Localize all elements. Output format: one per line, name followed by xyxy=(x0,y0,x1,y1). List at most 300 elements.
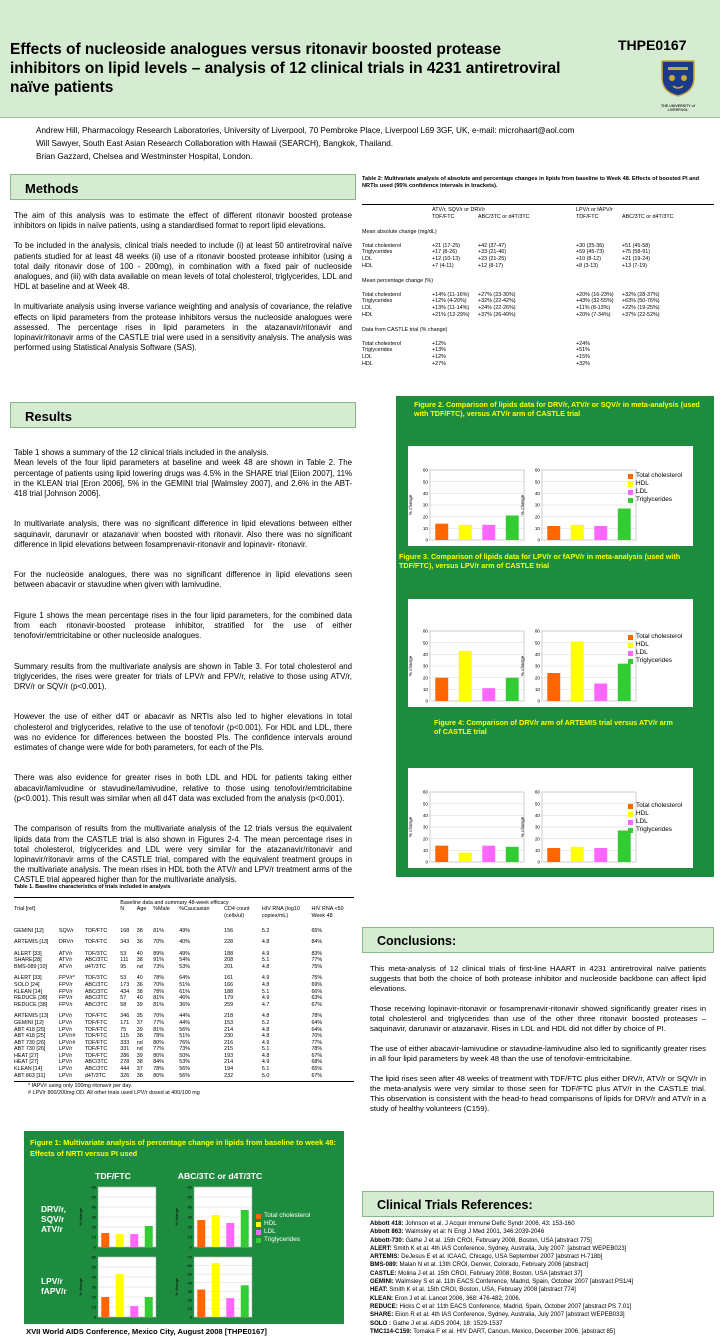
table1-cell: 201 xyxy=(224,963,234,970)
methods-text xyxy=(14,211,352,363)
y-axis-label: % change xyxy=(520,655,525,677)
table1-cell: REDUCE [38] xyxy=(14,1001,48,1008)
tick-label: 40 xyxy=(422,651,428,657)
reference-text: Gathe J et al. 15th CROI, February 2008, Boston, USA [abstract 775] xyxy=(405,1236,592,1244)
table2-cell: +12 (8-17) xyxy=(478,262,504,269)
table1-cell: 54% xyxy=(179,957,191,964)
table1-cell: 35 xyxy=(136,1013,143,1020)
methods-paragraph: To be included in the analysis, clinical trials needed to include (i) at least 50 antiretroviral naïve patients studied for at least 48 weeks (ii) use of a ritonavir boosted protease inhibitor (using a total daily ritonavir dose of 100 - 200mg), in combination with a fixed pair of nucleoside analogues, and (iii) with data available on mean levels of total cholesterol, triglycerides, LDL and HDL at baseline and at Week 48. xyxy=(14,241,352,292)
tick-label: 50 xyxy=(91,1264,96,1270)
table2-col-sub: ABC/3TC or d4T/3TC xyxy=(478,213,530,220)
table1-cell: 75% xyxy=(311,963,323,970)
figure4-legend xyxy=(628,802,682,834)
table2-cell: LDL xyxy=(362,255,372,262)
legend-item xyxy=(628,496,682,504)
table2-cell: +37% (22-52%) xyxy=(622,311,660,318)
table1-cell: 50% xyxy=(179,1052,191,1059)
table1-cell: REDUCE [38] xyxy=(14,995,48,1002)
table1-cell: TDF/3TC xyxy=(84,975,107,982)
crest-icon xyxy=(658,58,698,98)
reference-key: KLEAN: xyxy=(370,1294,394,1302)
table1-cell: 95 xyxy=(120,963,127,970)
reference-key: ALERT: xyxy=(370,1244,392,1252)
bar xyxy=(435,678,448,701)
table1-cell: 81% xyxy=(153,928,165,935)
tick-label: 40 xyxy=(534,651,540,657)
table1-cell: 37 xyxy=(136,1066,143,1073)
table1-row xyxy=(14,982,354,989)
bar xyxy=(459,525,472,540)
legend-item xyxy=(256,1212,310,1220)
table1-cell: TDF/FTC xyxy=(84,928,108,935)
author-line: Andrew Hill, Pharmacology Research Laboratories, University of Liverpool, 70 Pembroke Place, Liverpool L69 3GF, UK, e-mail: microhaart@aol.com xyxy=(36,126,575,135)
table1-row xyxy=(14,964,354,971)
tick-label: 30 xyxy=(422,824,428,830)
tick-label: 60 xyxy=(534,467,540,473)
table1-cell: 77% xyxy=(311,957,323,964)
legend-swatch xyxy=(628,659,633,664)
reference-text: Malan N et al. 13th CROI, Denver, Colorado, February 2006 [abstract] xyxy=(399,1261,589,1269)
table2-row xyxy=(362,361,714,368)
table1-header-cell: N xyxy=(120,906,125,913)
y-axis-label: % change xyxy=(78,1278,83,1296)
reference-key: REDUCE: xyxy=(370,1302,398,1310)
legend-swatch xyxy=(628,498,633,503)
tick-label: 40 xyxy=(534,490,540,496)
table1-cell: TDF/FTC xyxy=(84,1033,108,1040)
poster-footer: XVII World AIDS Conference, Mexico City, August 2008 [THPE0167] xyxy=(26,1327,267,1336)
table2-cell: +32% xyxy=(576,360,590,367)
table1-cell: 77% xyxy=(153,1019,165,1026)
tick-label: 50 xyxy=(187,1194,192,1200)
table2-row xyxy=(362,249,714,256)
reference-text: Walmsley S et al. 11th EACS Conference, Madrid, Spain, October 2007 [abstract PS1/4] xyxy=(395,1278,634,1286)
legend-swatch xyxy=(628,482,633,487)
table1-cell: 36 xyxy=(136,938,143,945)
figure1-title: Figure 1: Multivariate analysis of percentage change in lipids from baseline to week 48: Effects of NRTI versus PI used xyxy=(30,1138,336,1158)
tick-label: 20 xyxy=(422,514,428,520)
figure3-right-title: CASTLE : TDF/FTC with LPV/r only xyxy=(528,608,634,615)
table1-cell: SQV/r xyxy=(58,928,74,935)
table1-cell: 78% xyxy=(153,988,165,995)
reference-key: TMC114-C159: xyxy=(370,1327,412,1335)
table1-cell: 4.9 xyxy=(261,1039,270,1046)
tick-label: 30 xyxy=(534,663,540,669)
table1-cell: 36% xyxy=(179,1001,191,1008)
tick-label: 50 xyxy=(422,801,428,807)
reference-key: BMS-089: xyxy=(370,1261,398,1269)
table1-cell: ABC/3TC xyxy=(84,1066,108,1073)
tick-label: 0 xyxy=(93,1314,96,1320)
bar xyxy=(506,847,519,862)
table1-cell: TDF/FTC xyxy=(84,1013,108,1020)
table1-cell: 75% xyxy=(311,975,323,982)
conclusions-paragraph: The lipid rises seen after 48 weeks of treatment with TDF/FTC plus either DRV/r, ATV/r or SQV/r in the meta-analysis were very similar to those seen for TDF/FTC plus ATV/r in the CASTLE trial. This observation is consistent with the head-to head comparisons of lipids for DRV/r and ATV/r in a study of healthy volunteers (C159). xyxy=(370,1074,706,1113)
table1-cell: ATV/r xyxy=(58,950,73,957)
legend-label: LDL xyxy=(636,488,648,495)
references-list xyxy=(370,1220,710,1336)
tick-label: 0 xyxy=(425,859,428,865)
bar xyxy=(459,651,472,701)
legend-swatch xyxy=(256,1214,261,1219)
legend-swatch xyxy=(628,804,633,809)
table1-cell: 232 xyxy=(224,1072,234,1079)
tick-label: 30 xyxy=(187,1214,192,1220)
figure4-chart-left xyxy=(408,788,526,868)
author-line: Brian Gazzard, Chelsea and Westminster Hospital, London. xyxy=(36,152,253,161)
table1-header-cell: HIV RNA (log10 copies/mL) xyxy=(261,906,300,919)
bar xyxy=(506,678,519,701)
bar xyxy=(459,853,472,862)
table2-section-label: Data from CASTLE trial (% change) xyxy=(362,327,448,334)
table2-row xyxy=(362,305,714,312)
legend-label: Triglycerides xyxy=(264,1236,300,1243)
table1-cell: 286 xyxy=(120,1052,130,1059)
table2-cell: +13 (7-19) xyxy=(622,262,648,269)
bar xyxy=(506,516,519,541)
reference-key: SOLO : xyxy=(370,1319,391,1327)
table2-cell: +15% xyxy=(576,353,590,360)
tick-label: 30 xyxy=(534,824,540,830)
bar xyxy=(101,1297,109,1317)
table1-cell: 38 xyxy=(136,1059,143,1066)
table1-cell: 78% xyxy=(311,1046,323,1053)
reference-text: Johnson et al. J Acquir Immune Defic Syndr 2006, 43: 153-160 xyxy=(405,1220,575,1227)
table1-cell: 89% xyxy=(153,950,165,957)
legend-swatch xyxy=(628,820,633,825)
tick-label: 20 xyxy=(422,836,428,842)
table1-cell: 69% xyxy=(311,981,323,988)
reference-key: Abbott 863: xyxy=(370,1228,404,1236)
figure4-title: Figure 4: Comparison of DRV/r arm of ARTEMIS trial versus ATV/r arm of CASTLE trial xyxy=(434,718,673,736)
tick-label: 10 xyxy=(187,1234,192,1240)
table1-header-cell: CD4 count (cells/ul) xyxy=(224,906,250,919)
tick-label: 50 xyxy=(534,640,540,646)
tick-label: 10 xyxy=(91,1234,96,1240)
y-axis-label: % change xyxy=(174,1208,179,1226)
table2-title: Table 2: Multivariate analysis of absolute and percentage changes in lipids from baseline to Week 48. Effects of boosted PI and NRTIs used (95% confidence intervals in brackets). xyxy=(362,176,700,189)
table1-cell: LPV/r xyxy=(58,1059,73,1066)
bar xyxy=(197,1220,205,1247)
legend-swatch xyxy=(628,643,633,648)
table2-cell: +10 (8-12) xyxy=(576,255,602,262)
reference-text: Molina J et al. 15th CROI, February 2008, Boston, USA [abstract 37] xyxy=(398,1269,583,1277)
table1-cell: 78% xyxy=(153,1066,165,1073)
author-list xyxy=(36,124,574,163)
table1-cell: 230 xyxy=(224,1033,234,1040)
table1-cell: FPV/r* xyxy=(58,975,75,982)
poster-code: THPE0167 xyxy=(618,37,687,53)
table2-cell: Triglycerides xyxy=(362,298,393,305)
table1-cell: KLEAN [14] xyxy=(14,1066,43,1073)
table1-cell: 53 xyxy=(120,950,127,957)
bar xyxy=(130,1234,138,1247)
table2-section-label: Mean percentage change (%) xyxy=(362,278,434,285)
table1-cell: HEAT [27] xyxy=(14,1052,39,1059)
legend-item xyxy=(256,1228,310,1236)
table1-row xyxy=(14,957,354,964)
results-paragraph: There was also evidence for greater rises in both LDL and HDL for patients taking either abacavir/lamivudine or stavudine/lamivudine, relative to those using tenofovir/emtricitabine (p<0.001). This result was similar when all d4T data was excluded from the analysis (p<0.001). xyxy=(14,773,352,803)
conclusions-paragraph: This meta-analysis of 12 clinical trials of first-line HAART in 4231 antiretroviral naïve patients suggests that both the choice of both protease inhibitor and nucleoside backbone can affect lipid elevations. xyxy=(370,964,706,993)
table1-cell: 81% xyxy=(153,995,165,1002)
table1-row xyxy=(14,1002,354,1009)
table1-cell: TDF/FTC xyxy=(84,1052,108,1059)
table1-cell: 51% xyxy=(179,981,191,988)
legend-label: LDL xyxy=(636,818,648,825)
table1-cell: 38 xyxy=(136,988,143,995)
table2-cell: Total cholesterol xyxy=(362,340,401,347)
table1 xyxy=(14,884,354,1096)
figure1-panel xyxy=(24,1131,344,1324)
table1-cell: 156 xyxy=(224,928,234,935)
table2-row xyxy=(362,347,714,354)
table1-row xyxy=(14,1059,354,1066)
table1-header-cell xyxy=(59,906,85,923)
results-text xyxy=(14,438,352,906)
table1-cell: LPV/r xyxy=(58,1019,73,1026)
table1-cell: 46% xyxy=(179,995,191,1002)
table1-cell: 4.9 xyxy=(261,950,270,957)
author-line: Will Sawyer, South East Asian Research Collaboration with Hawaii (SEARCH), Bangkok, Thailand. xyxy=(36,139,394,148)
table1-cell: 40 xyxy=(136,950,143,957)
tick-label: 10 xyxy=(422,686,428,692)
table1-cell: ABC/3TC xyxy=(84,995,108,1002)
bar xyxy=(116,1234,124,1247)
tick-label: 60 xyxy=(91,1254,96,1260)
table2-col-sub: TDF/FTC xyxy=(432,213,455,220)
bar xyxy=(594,848,607,862)
table2-cell: Total cholesterol xyxy=(362,291,401,298)
reference-item xyxy=(370,1270,710,1278)
table2-cell: +11% (8-13%) xyxy=(576,304,611,311)
table1-cell: 49% xyxy=(179,928,191,935)
figure2-chart-right xyxy=(520,466,638,546)
legend-label: Total cholesterol xyxy=(636,633,683,640)
figure1-col-label: ABC/3TC or d4T/3TC xyxy=(177,1171,263,1181)
table2-cell xyxy=(622,354,714,361)
methods-heading: Methods xyxy=(10,174,356,200)
table2-cell: +63% (50-76%) xyxy=(622,298,660,305)
table1-cell: 53% xyxy=(179,1059,191,1066)
table1-cell: 214 xyxy=(224,1026,234,1033)
tick-label: 50 xyxy=(422,640,428,646)
table1-cell: DRV/r xyxy=(58,938,74,945)
bar xyxy=(145,1226,153,1247)
table1-cell: 49% xyxy=(179,950,191,957)
table1-cell: BMS-089 [10] xyxy=(14,963,47,970)
table2-row xyxy=(362,298,714,305)
table1-cell: 70% xyxy=(153,1013,165,1020)
table1-cell: GEMINI [12] xyxy=(14,928,44,935)
table1-cell: 343 xyxy=(120,938,130,945)
legend-swatch xyxy=(256,1222,261,1227)
legend-item xyxy=(628,472,682,480)
conclusions-text xyxy=(370,964,706,1124)
table1-cell: ABC/3TC xyxy=(84,981,108,988)
table2-cell: +59 (45-73) xyxy=(576,249,605,256)
table1-cell: ABC/3TC xyxy=(84,988,108,995)
reference-text: Smith K et al. 15th CROI, Boston, USA, February 2008 [abstract 774] xyxy=(389,1286,576,1294)
table1-cell: nd xyxy=(136,1039,143,1046)
table1-cell: 81% xyxy=(153,1001,165,1008)
reference-key: Abbott-730: xyxy=(370,1236,404,1244)
figure1-row-label: LPV/r fAPV/r xyxy=(41,1276,67,1296)
table1-cell: 56% xyxy=(179,1072,191,1079)
table1-row xyxy=(14,1027,354,1034)
tick-label: 10 xyxy=(422,847,428,853)
figure3-chart-left xyxy=(408,627,526,707)
table2-row xyxy=(362,256,714,263)
table1-header-cell: HIV RNA <50 Week 48 xyxy=(311,906,344,919)
bar xyxy=(116,1274,124,1317)
table2-grid xyxy=(362,207,714,367)
results-paragraph: Summary results from the multivariate analysis are shown in Table 3. For total cholesterol and triglycerides, the rises were greater for trials of LPV/r and FPV/r, relative to those using ATV/r, DRV/r or SQV/r (p<0.001). xyxy=(14,661,352,692)
figure2-chart-area xyxy=(408,446,693,546)
table1-cell: 168 xyxy=(120,928,130,935)
bar xyxy=(241,1210,249,1247)
table2-cell: HDL xyxy=(362,311,373,318)
table1-cell: 259 xyxy=(224,1001,234,1008)
bar xyxy=(212,1263,220,1317)
tick-label: 20 xyxy=(422,675,428,681)
table1-cell: 36 xyxy=(136,981,143,988)
table2-cell: +13% xyxy=(432,347,446,354)
table2-cell: +8 (3-13) xyxy=(576,262,599,269)
reference-text: DeJesus E et al. ICAAC, Chicago, USA September 2007 [abstract H-718b] xyxy=(401,1253,603,1261)
table1-cell: 80% xyxy=(153,1072,165,1079)
table2-cell: +7 (4-11) xyxy=(432,262,454,269)
table2-cell: +37% (26-49%) xyxy=(478,311,516,318)
table1-cell: LPV/r# xyxy=(58,1039,76,1046)
table1-cell: 53 xyxy=(120,975,127,982)
tick-label: 20 xyxy=(187,1297,192,1303)
table1-cell: 434 xyxy=(120,988,130,995)
table1-cell: 39 xyxy=(136,1001,143,1008)
table1-cell: 278 xyxy=(120,1059,130,1066)
tick-label: 0 xyxy=(189,1244,192,1250)
bar xyxy=(226,1298,234,1317)
legend-item xyxy=(628,649,682,657)
legend-swatch xyxy=(628,635,633,640)
table2-cell: +21 (17-25) xyxy=(432,242,461,249)
tick-label: 50 xyxy=(534,479,540,485)
legend-item xyxy=(256,1236,310,1244)
tick-label: 60 xyxy=(422,467,428,473)
table1-cell: 4.8 xyxy=(261,1033,270,1040)
methods-paragraph: The aim of this analysis was to estimate the effect of different ritonavir boosted protease inhibitors on lipids in naïve patients, using a standardised format to report lipid elevations. xyxy=(14,211,352,231)
legend-label: LDL xyxy=(636,649,648,656)
table2-cell: +32% (22-42%) xyxy=(478,298,516,305)
table1-cell: 80% xyxy=(153,1052,165,1059)
poster-title: Effects of nucleoside analogues versus ritonavir boosted protease inhibitors on lipid levels – analysis of 12 clinical trials in 4231 antiretroviral naïve patients xyxy=(10,41,561,96)
bar xyxy=(241,1285,249,1317)
tick-label: 10 xyxy=(91,1304,96,1310)
table1-cell: 38 xyxy=(136,957,143,964)
reference-key: ARTEMIS: xyxy=(370,1253,400,1261)
table2-row xyxy=(362,341,714,348)
table1-cell: 39 xyxy=(136,1026,143,1033)
table1-cell: 77% xyxy=(153,1046,165,1053)
reference-text: Eron J et al. Lancet 2006, 368: 476-482, 2006. xyxy=(394,1294,521,1302)
legend-item xyxy=(628,802,682,810)
table1-cell: 64% xyxy=(311,1026,323,1033)
tick-label: 60 xyxy=(534,789,540,795)
table1-header-cell: Trial [ref] xyxy=(14,906,36,913)
table2-cell: +24% xyxy=(576,340,590,347)
table1-cell: TDF/FTC xyxy=(84,938,108,945)
logo-text: THE UNIVERSITY of LIVERPOOL xyxy=(660,104,696,112)
table2-cell: +42 (37-47) xyxy=(478,242,507,249)
tick-label: 30 xyxy=(422,502,428,508)
table2-cell: HDL xyxy=(362,360,373,367)
figure1-col-label: TDF/FTC xyxy=(95,1171,131,1181)
table2-cell xyxy=(622,361,714,368)
table1-cell: 5.1 xyxy=(261,1066,270,1073)
reference-item xyxy=(370,1311,710,1319)
tick-label: 30 xyxy=(91,1214,96,1220)
legend-item xyxy=(628,488,682,496)
table2-cell xyxy=(478,361,576,368)
table1-cell: 65% xyxy=(311,928,323,935)
table1-cell: 326 xyxy=(120,1072,130,1079)
reference-item xyxy=(370,1245,710,1253)
figure1-chart-c xyxy=(78,1253,158,1321)
tick-label: 60 xyxy=(187,1263,192,1269)
table1-row xyxy=(14,1020,354,1027)
references-heading: Clinical Trials References: xyxy=(362,1191,714,1217)
table1-header-cell xyxy=(85,906,120,923)
legend-item xyxy=(628,826,682,834)
tick-label: 0 xyxy=(425,698,428,704)
reference-key: Abbott 418: xyxy=(370,1220,404,1227)
conclusions-paragraph: The use of either abacavir-lamivudine or stavudine-lamivudine also led to significantly greater rises in all four lipid parameters by week 48 than the use of tenofovir-emtricitabine. xyxy=(370,1044,706,1063)
table1-cell: GEMINI [12] xyxy=(14,1019,44,1026)
table2-cell: +43% (32-55%) xyxy=(576,298,614,305)
y-axis-label: % change xyxy=(408,816,413,838)
tick-label: 0 xyxy=(537,698,540,704)
bar xyxy=(571,847,584,862)
table1-header-cell: Age xyxy=(136,906,147,913)
table2 xyxy=(362,176,714,396)
figure2-left-title: TDF/FTC with DRV/r, SQV/r or ATV/r xyxy=(417,448,525,455)
tick-label: 0 xyxy=(537,859,540,865)
table1-cell: 67% xyxy=(311,1052,323,1059)
table1-cell: LPV/r xyxy=(58,1046,73,1053)
bar xyxy=(618,664,631,701)
table1-cell: 83% xyxy=(311,950,323,957)
table2-cell: +51 (45-58) xyxy=(622,242,651,249)
legend-swatch xyxy=(628,828,633,833)
tick-label: 40 xyxy=(422,812,428,818)
table1-cell: 194 xyxy=(224,1066,234,1073)
figure4-right-title: CASTLE : TDF/FTC with ATV/r only xyxy=(529,770,633,777)
tick-label: 30 xyxy=(422,663,428,669)
legend-label: HDL xyxy=(636,641,649,648)
reference-text: Gathe J et al. AIDS 2004, 18: 1529-1537 xyxy=(392,1319,503,1327)
results-paragraph: In multivariate analysis, there was no significant difference in lipid elevations between either saquinavir, darunavir or atazanavir when boosted with ritonavir. Also there was no significant difference in lipid elevations between fosamprenavir-ritonavir and lopinavir- ritonavir. xyxy=(14,519,352,549)
table2-cell xyxy=(622,347,714,354)
bar xyxy=(435,524,448,540)
bar xyxy=(212,1215,220,1247)
bar xyxy=(145,1297,153,1317)
table2-cell: +32% (28-37%) xyxy=(622,291,660,298)
table1-row xyxy=(14,939,354,946)
table1-cell: ABC/3TC xyxy=(84,1059,108,1066)
tick-label: 50 xyxy=(534,801,540,807)
tick-label: 40 xyxy=(91,1204,96,1210)
figure1-legend xyxy=(256,1212,310,1244)
legend-swatch xyxy=(628,490,633,495)
